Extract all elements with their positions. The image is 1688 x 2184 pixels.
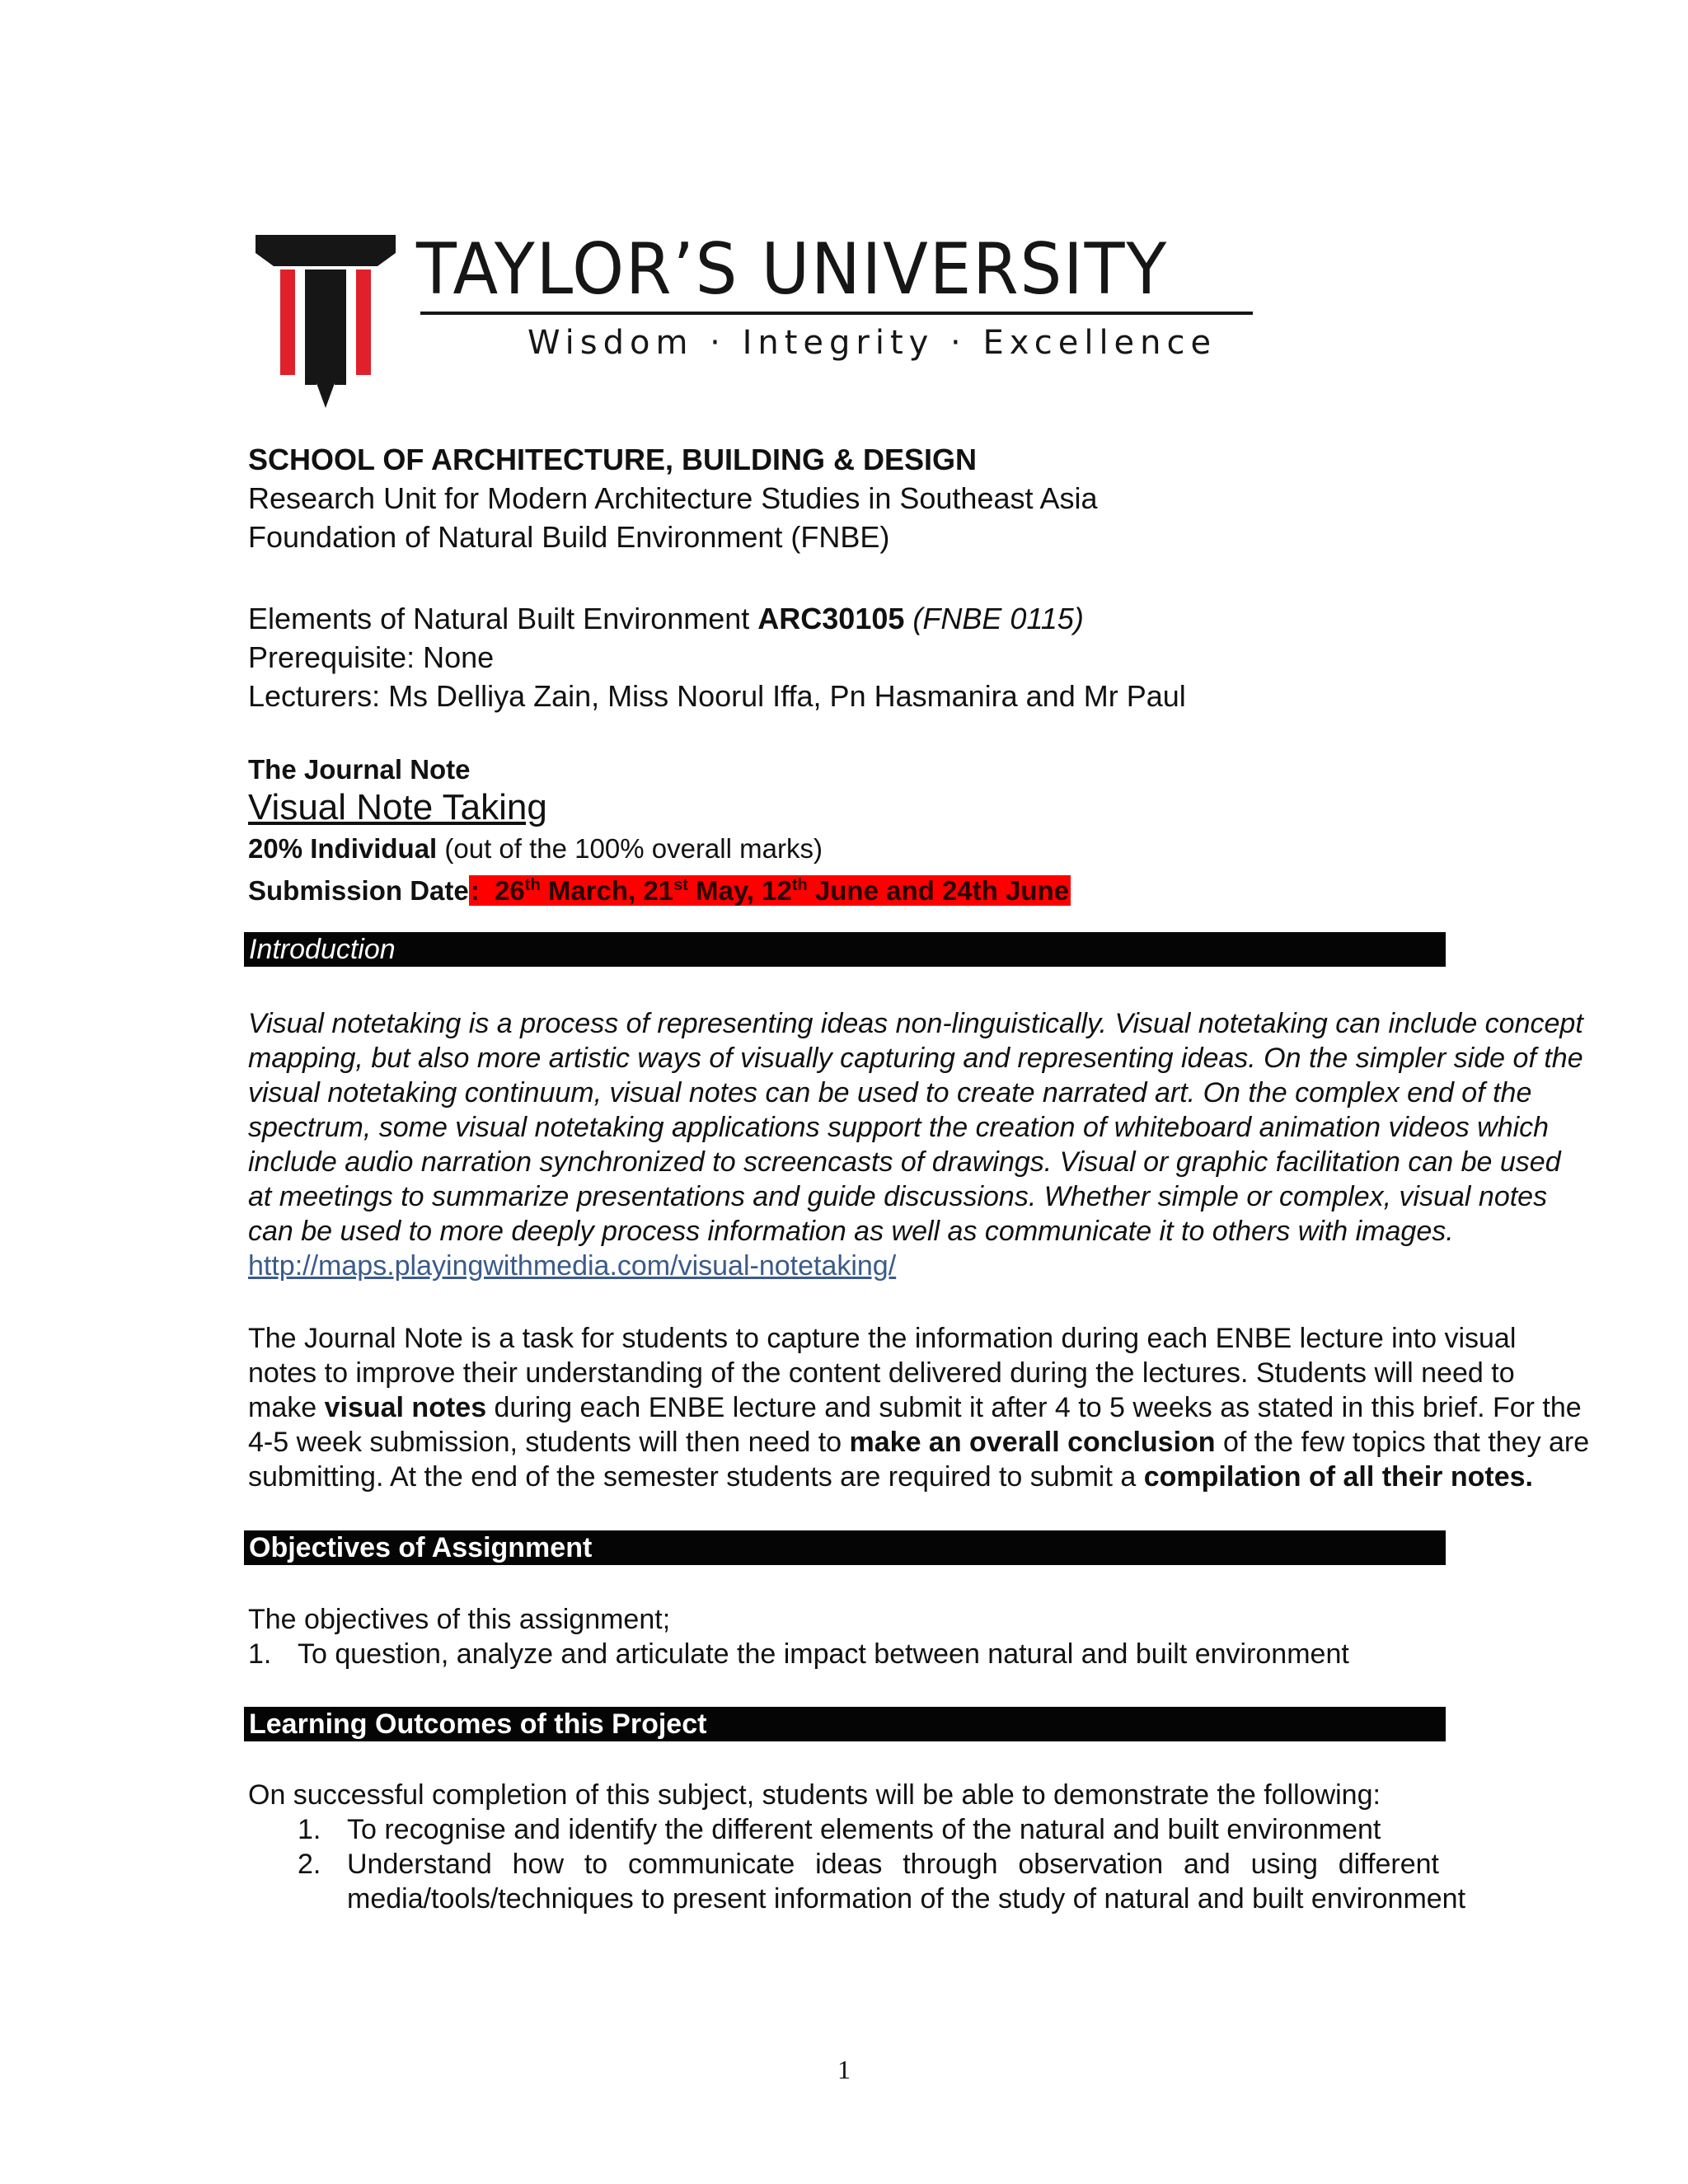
submission-dates-highlight: : 26th March, 21st May, 12th June and 24th June: [470, 875, 1069, 906]
journal-line: The Journal Note is a task for students to capture the information during each ENBE lecture into visual: [248, 1323, 1517, 1354]
outcome-word: ideas: [815, 1849, 883, 1880]
intro-line: can be used to more deeply process information as well as communicate it to others with images.: [248, 1216, 1454, 1247]
outcome-word: Understand: [347, 1849, 492, 1880]
objectives-heading-text: Objectives of Assignment: [249, 1532, 593, 1563]
outcome-justified-line: [347, 1847, 1439, 1882]
outcome-text: To recognise and identify the different elements of the natural and built environment: [347, 1814, 1381, 1845]
journal-note-paragraph: [248, 1321, 1590, 1494]
journal-text: submitting. At the end of the semester students are required to submit a: [248, 1461, 1144, 1493]
submission-label: Submission Date: [248, 875, 469, 906]
objectives-intro: The objectives of this assignment;: [248, 1604, 671, 1635]
date-suffix: st: [673, 876, 688, 894]
intro-line: visual notetaking continuum, visual notes can be used to create narrated art. On the complex end of the: [248, 1077, 1532, 1108]
journal-emphasis: visual notes: [324, 1392, 487, 1423]
module-title: [248, 599, 1443, 638]
outcome-word: different: [1338, 1849, 1439, 1880]
school-title: SCHOOL OF ARCHITECTURE, BUILDING & DESIGN: [248, 443, 978, 476]
introduction-heading: [244, 932, 1446, 967]
introduction-heading-text: Introduction: [249, 934, 396, 965]
learning-outcomes-intro: On successful completion of this subject, students will be able to demonstrate the following:: [248, 1779, 1381, 1811]
date-suffix: th: [524, 876, 541, 894]
objective-text: To question, analyze and articulate the impact between natural and built environment: [298, 1638, 1349, 1670]
objectives-body: [248, 1602, 1443, 1671]
reference-link-block: [248, 1249, 1443, 1283]
journal-text: 4-5 week submission, students will then need to: [248, 1427, 850, 1458]
date-part: June and 24th June: [807, 875, 1069, 906]
intro-line: mapping, but also more artistic ways of visually capturing and representing ideas. On the simpler side of the: [248, 1043, 1583, 1074]
module-info: [248, 599, 1443, 715]
date-part: March, 21: [540, 875, 674, 906]
intro-line: include audio narration synchronized to screencasts of drawings. Visual or graphic facilitation can be used: [248, 1146, 1561, 1178]
journal-text: make: [248, 1392, 325, 1423]
weight-percentage: 20% Individual: [248, 833, 438, 864]
university-name: TAYLOR’S UNIVERSITY: [416, 228, 1169, 311]
assignment-weight: [248, 831, 1443, 867]
intro-line: spectrum, some visual notetaking applications support the creation of whiteboard animation videos which: [248, 1112, 1550, 1143]
page-number: 1: [837, 2055, 851, 2084]
date-part: 26: [495, 875, 525, 906]
assignment-title-block: [248, 786, 1443, 829]
university-crest-icon: [256, 235, 396, 408]
objective-number: 1.: [248, 1638, 272, 1670]
intro-line: at meetings to summarize presentations and guide discussions. Whether simple or complex, visual notes: [248, 1181, 1548, 1212]
outcome-text-line: media/tools/techniques to present information of the study of natural and built environment: [347, 1883, 1466, 1915]
outcome-number: 2.: [298, 1849, 321, 1880]
research-unit: Research Unit for Modern Architecture Studies in Southeast Asia: [248, 481, 1098, 515]
module-code: ARC30105: [757, 602, 905, 635]
logo-divider: [420, 312, 1253, 315]
outcome-word: how: [512, 1849, 564, 1880]
journal-line: [248, 1460, 1533, 1494]
assignment-title: Visual Note Taking: [248, 787, 547, 827]
journal-emphasis: make an overall conclusion: [849, 1427, 1216, 1458]
foundation-name: Foundation of Natural Build Environment (FNBE): [248, 520, 890, 554]
journal-line: notes to improve their understanding of the content delivered during the lectures. Students will need to: [248, 1357, 1515, 1389]
journal-emphasis: compilation of all their notes.: [1143, 1461, 1533, 1493]
university-logo: [256, 228, 1257, 408]
outcome-word: through: [903, 1849, 998, 1880]
reference-link[interactable]: http://maps.playingwithmedia.com/visual-notetaking/: [248, 1250, 897, 1282]
assignment-heading: The Journal Note: [248, 754, 471, 785]
learning-outcomes-list: [298, 1812, 1465, 1916]
learning-outcomes-heading-text: Learning Outcomes of this Project: [249, 1708, 707, 1740]
date-suffix: th: [791, 876, 808, 894]
introduction-paragraph: [248, 1006, 1583, 1249]
outcome-item: [298, 1847, 1465, 1916]
weight-note: (out of the 100% overall marks): [437, 833, 823, 864]
outcome-word: communicate: [628, 1849, 795, 1880]
outcome-text-block: [347, 1847, 1465, 1916]
outcome-word: observation: [1018, 1849, 1164, 1880]
learning-outcomes-intro-block: [248, 1778, 1443, 1812]
objective-item: [248, 1637, 1443, 1671]
outcome-word: and: [1184, 1849, 1231, 1880]
intro-line: Visual notetaking is a process of representing ideas non-linguistically. Visual notetaking can include concept: [248, 1008, 1583, 1039]
outcome-word: using: [1250, 1849, 1318, 1880]
date-part: May, 12: [687, 875, 792, 906]
lecturers: Lecturers: Ms Delliya Zain, Miss Noorul Iffa, Pn Hasmanira and Mr Paul: [248, 679, 1186, 713]
university-tagline: Wisdom · Integrity · Excellence: [528, 324, 1217, 362]
module-alt-code: (FNBE 0115): [912, 602, 1084, 635]
assignment-weight-block: [248, 831, 1443, 909]
journal-line: [248, 1425, 1590, 1460]
outcome-number: 1.: [298, 1814, 321, 1845]
school-header: [248, 440, 1443, 556]
module-name: Elements of Natural Built Environment: [248, 602, 758, 635]
journal-text: of the few topics that they are: [1215, 1427, 1590, 1458]
assignment-info: [248, 750, 1443, 789]
outcome-item: [298, 1812, 1465, 1847]
objectives-heading: [244, 1530, 1446, 1565]
journal-line: [248, 1390, 1582, 1425]
outcome-word: to: [584, 1849, 608, 1880]
learning-outcomes-heading: [244, 1707, 1446, 1741]
submission-date: [248, 867, 1443, 909]
journal-text: during each ENBE lecture and submit it after 4 to 5 weeks as stated in this brief. For the: [486, 1392, 1582, 1423]
prerequisite: Prerequisite: None: [248, 640, 495, 674]
